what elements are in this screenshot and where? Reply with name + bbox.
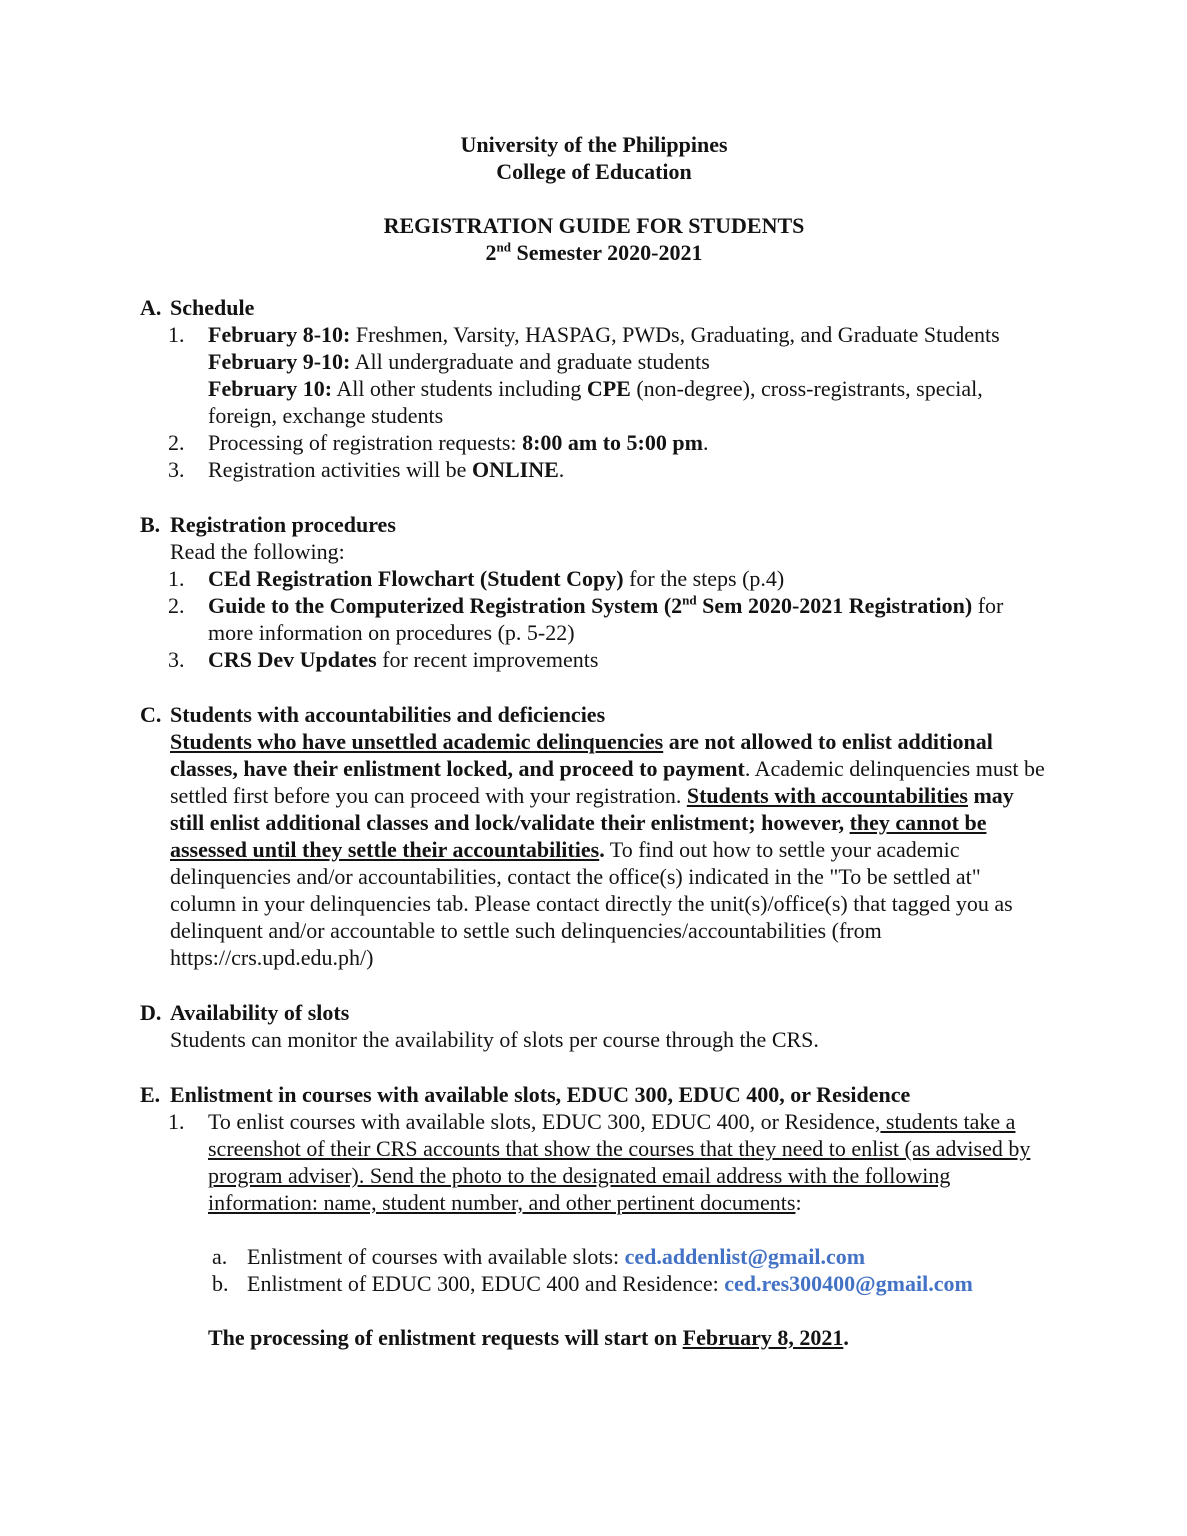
item-number: 3.: [168, 647, 185, 672]
text-run: students take a screenshot of their CRS accounts that show the courses that they need to enlist (as advised by program adviser). Send the photo to the designated email address with the following information: name, student number, and other pertinent documents: [208, 1109, 1031, 1215]
text-run: may still enlist additional classes and lock/validate their enlistment; however,: [170, 783, 1014, 835]
text-run: Enlistment of EDUC 300, EDUC 400 and Residence:: [247, 1271, 725, 1296]
section-label: A.: [140, 295, 162, 320]
list-item: [168, 592, 1048, 646]
text-run: Students who have unsettled academic delinquencies: [170, 729, 664, 754]
section-heading: [140, 511, 1048, 538]
closing-note: [208, 1324, 1048, 1351]
section-title: Availability of slots: [170, 1000, 350, 1025]
text-run: All undergraduate and graduate students: [350, 349, 710, 374]
section-label: E.: [140, 1082, 161, 1107]
text-run: Processing of registration requests:: [208, 430, 523, 455]
item-number: 1.: [168, 566, 185, 591]
text-run: ONLINE: [471, 457, 559, 482]
text-run: . Academic delinquencies must be settled first before you can proceed with your registration.: [170, 756, 1045, 808]
text-run: To enlist courses with available slots, EDUC 300, EDUC 400, or Residence,: [208, 1109, 881, 1134]
list-item: [168, 646, 1048, 673]
item-number: 2.: [168, 430, 185, 455]
text-run: for more information on procedures (p. 5-22): [208, 593, 1004, 645]
text-run: To find out how to settle your academic delinquencies and/or accountabilities, contact the office(s) indicated in the "To be settled at" column in your delinquencies tab. Please contact directly the unit(s)/office(s) that tagged you as delinquent and/or accountable to settle such delinquencies/accountabilities (from https://crs.upd.edu.ph/): [170, 837, 1013, 970]
section-heading: [140, 1081, 1048, 1108]
item-content: [208, 565, 1048, 592]
list-item: [168, 1108, 1048, 1216]
list-item: [168, 456, 1048, 483]
section-heading: [140, 294, 1048, 321]
text-run: All other students including: [332, 376, 587, 401]
doc-title: REGISTRATION GUIDE FOR STUDENTS: [383, 213, 805, 238]
item-content: [208, 1108, 1048, 1216]
org-name: University of the Philippines: [460, 132, 728, 157]
list-item: [168, 321, 1048, 429]
item-content: [208, 321, 1048, 429]
email-link[interactable]: ced.addenlist@gmail.com: [624, 1244, 866, 1269]
text-run: .: [558, 457, 565, 482]
section-schedule: [140, 294, 1048, 483]
text-run: February 8-10:: [208, 322, 351, 347]
text-run: February 9-10:: [208, 349, 351, 374]
section-heading: [140, 999, 1048, 1026]
text-run: (non-degree), cross-registrants, special, foreign, exchange students: [208, 376, 983, 428]
text-run: .: [599, 837, 605, 862]
text-run: CPE: [586, 376, 631, 401]
section-title: Registration procedures: [170, 512, 396, 537]
section-paragraph: [170, 728, 1048, 971]
section-enlistment: [140, 1081, 1048, 1351]
text-run: .: [843, 1325, 849, 1350]
text-run: Enlistment of courses with available slots:: [247, 1244, 625, 1269]
section-label: C.: [140, 702, 162, 727]
sub-list: [140, 1243, 1048, 1297]
document-header: [140, 131, 1048, 266]
text-run: 2: [485, 240, 497, 265]
item-content: [247, 1243, 1048, 1270]
text-run: they cannot be assessed until they settle their accountabilities: [170, 810, 987, 862]
item-number: 1.: [168, 322, 185, 347]
header-spacer: [140, 185, 1048, 212]
item-number: 1.: [168, 1109, 185, 1134]
ordinal-superscript: nd: [496, 239, 512, 255]
text-run: for the steps (p.4): [623, 566, 785, 591]
item-letter: b.: [212, 1271, 229, 1296]
section-availability: [140, 999, 1048, 1053]
text-run: Semester 2020-2021: [511, 240, 703, 265]
item-number: 3.: [168, 457, 185, 482]
text-run: Sem 2020-2021 Registration): [696, 593, 973, 618]
text-run: Registration activities will be: [208, 457, 472, 482]
section-label: B.: [140, 512, 161, 537]
text-run: CEd Registration Flowchart (Student Copy): [208, 566, 624, 591]
text-run: Guide to the Computerized Registration System (2: [208, 593, 683, 618]
section-title: Schedule: [170, 295, 255, 320]
section-title: Enlistment in courses with available slots, EDUC 300, EDUC 400, or Residence: [170, 1082, 911, 1107]
text-run: are not allowed to enlist additional classes, have their enlistment locked, and proceed to payment: [170, 729, 993, 781]
text-run: CRS Dev Updates: [208, 647, 377, 672]
list-item: [168, 565, 1048, 592]
org-unit: College of Education: [496, 159, 692, 184]
doc-subtitle: [140, 239, 1048, 266]
section-intro: Read the following:: [170, 539, 345, 564]
item-number: 2.: [168, 593, 185, 618]
text-run: :: [795, 1190, 802, 1215]
text-run: The processing of enlistment requests will start on: [208, 1325, 683, 1350]
item-content: [208, 456, 1048, 483]
section-label: D.: [140, 1000, 162, 1025]
text-run: 8:00 am to 5:00 pm: [522, 430, 703, 455]
ordinal-superscript: nd: [682, 592, 697, 608]
item-content: [208, 592, 1048, 646]
section-accountabilities: [140, 701, 1048, 971]
list-item: [212, 1270, 1048, 1297]
text-run: Students with accountabilities: [686, 783, 968, 808]
section-heading: [140, 701, 1048, 728]
text-run: February 10:: [208, 376, 333, 401]
section-registration-procedures: [140, 511, 1048, 673]
section-paragraph: Students can monitor the availability of slots per course through the CRS.: [170, 1027, 819, 1052]
item-content: [208, 646, 1048, 673]
text-run: .: [702, 430, 709, 455]
section-title: Students with accountabilities and deficiencies: [170, 702, 606, 727]
list-item: [168, 429, 1048, 456]
text-run: Freshmen, Varsity, HASPAG, PWDs, Graduating, and Graduate Students: [350, 322, 1000, 347]
item-letter: a.: [212, 1244, 228, 1269]
text-run: for recent improvements: [376, 647, 599, 672]
email-link[interactable]: ced.res300400@gmail.com: [724, 1271, 973, 1296]
item-content: [208, 429, 1048, 456]
text-run: February 8, 2021: [682, 1325, 844, 1350]
list-item: [212, 1243, 1048, 1270]
item-content: [247, 1270, 1048, 1297]
